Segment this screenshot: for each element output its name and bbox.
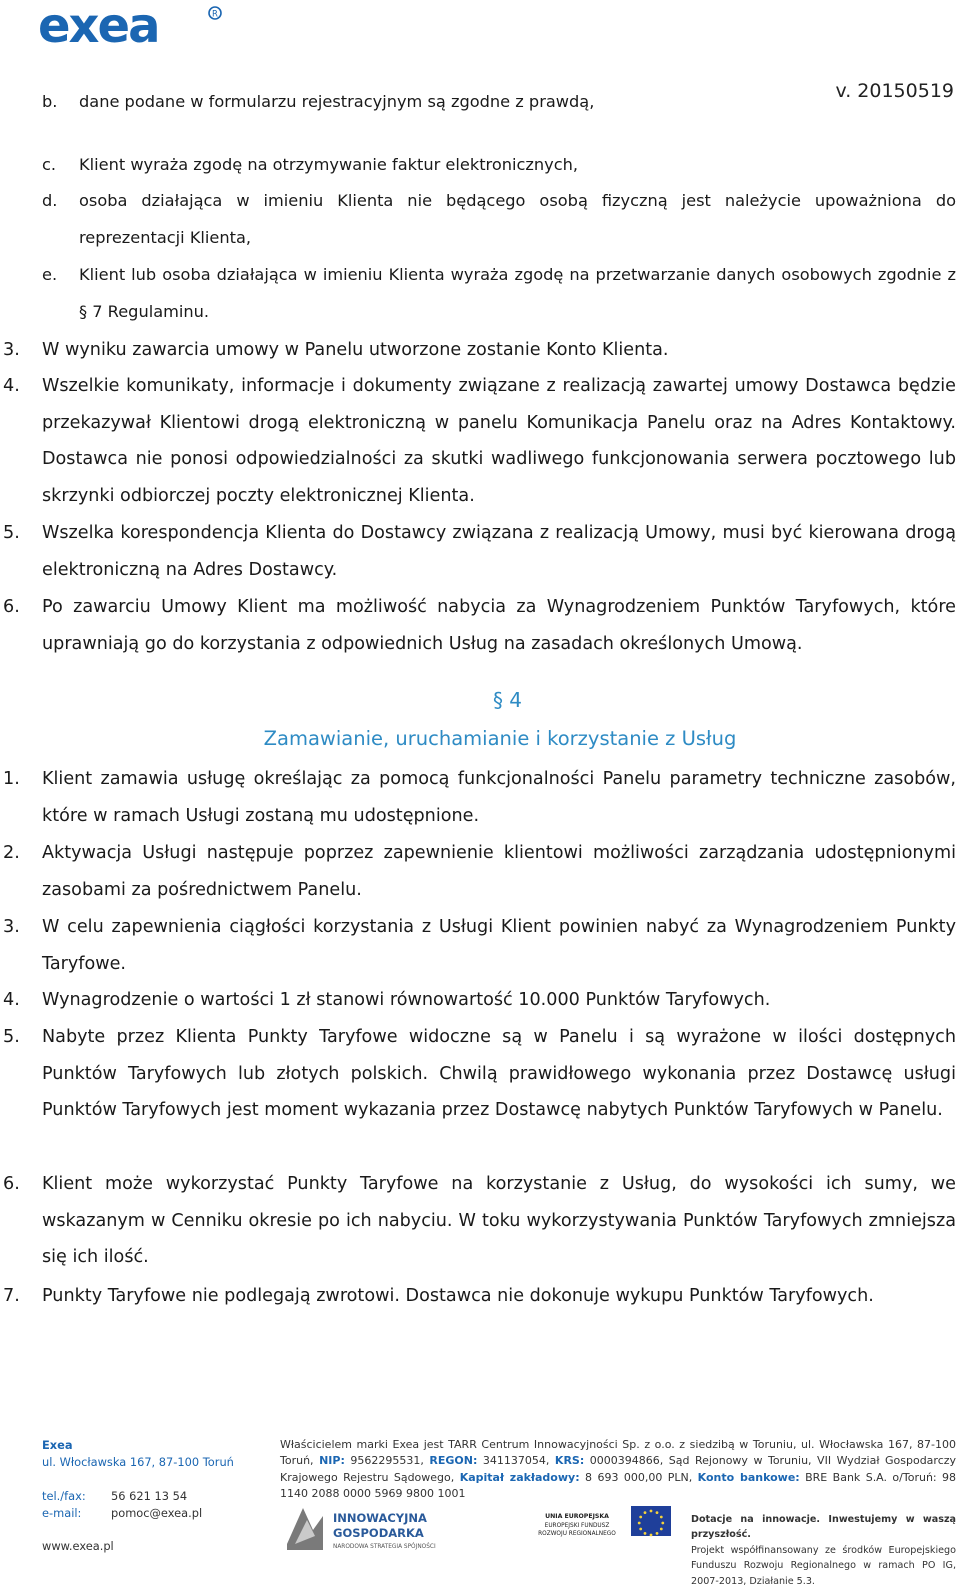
list-item-number: 6. — [3, 1174, 20, 1194]
list-item-number: 6. — [3, 597, 20, 617]
list-item — [0, 368, 956, 514]
list-item-text: dane podane w formularzu rejestracyjnym są zgodne z prawdą, — [79, 92, 595, 111]
footer-project-note — [691, 1512, 956, 1589]
footer-company — [42, 1437, 262, 1471]
list-item-number: 4. — [3, 990, 20, 1010]
list-item — [0, 589, 956, 662]
list-item-text: Klient zamawia usługę określając za pomocą funkcjonalności Panelu parametry techniczne zasobów, które w ramach Usługi zostaną mu udostępnione. — [42, 769, 956, 826]
list-item-text: Aktywacja Usługi następuje poprzez zapewnienie klientowi możliwości zarządzania udostępnionymi zasobami za pośrednictwem Panelu. — [42, 843, 956, 900]
footer-krs: 0000394866, Sąd Rejonowy w Toruniu, VII Wydział Gospodarczy Krajowego Rejestru Sądowego, — [280, 1454, 957, 1484]
list-item-text: Wszelka korespondencja Klienta do Dostawcy związana z realizacją Umowy, musi być kierowana drogą elektroniczną na Adres Dostawcy. — [42, 523, 956, 580]
innowacyjna-gospodarka-logo — [283, 1500, 443, 1554]
footer-email-link[interactable]: pomoc@exea.pl — [111, 1506, 203, 1520]
logo-text: exea — [38, 2, 159, 48]
footer-legal — [280, 1437, 956, 1503]
list-item-number: 1. — [3, 769, 20, 789]
footer-nip: 9562295531, — [350, 1454, 424, 1468]
footer-krs-label: KRS: — [554, 1454, 585, 1468]
footer-address: ul. Włocławska 167, 87-100 Toruń — [42, 1455, 234, 1469]
logo2-line2: EUROPEJSKI FUNDUSZ — [544, 1523, 610, 1529]
list-item-text: Wszelkie komunikaty, informacje i dokumenty związane z realizacją zawartej umowy Dostawca będzie przekazywał Klientowi drogą elektroniczną w panelu Komunikacja Panelu oraz na Adres Kontaktowy. Dostawca nie ponosi odpowiedzialności za skutki wadliwego funkcjonowania serwera pocztowego lub skrzynki odbiorczej poczty elektronicznej Klienta. — [42, 376, 956, 506]
list-item — [0, 909, 956, 982]
footer-bank: BRE Bank S.A. o/Toruń: 98 1140 2088 0000 5969 9800 1001 — [280, 1470, 957, 1501]
logo1-line3: NARODOWA STRATEGIA SPÓJNOŚCI — [333, 1544, 436, 1550]
footer-nip-label: NIP: — [319, 1454, 345, 1468]
logo1-line1: INNOWACYJNA — [333, 1511, 427, 1525]
list-item-number: c. — [42, 155, 57, 174]
list-item-text: Klient może wykorzystać Punkty Taryfowe na korzystanie z Usług, do wysokości ich sumy, we wskazanym w Cenniku okresie po ich nabyciu. W toku wykorzystywania Punktów Taryfowych zmniejsza się ich ilość. — [42, 1174, 956, 1268]
section-number: § 4 — [492, 688, 523, 712]
logo1-line2: GOSPODARKA — [333, 1526, 424, 1540]
list-item-number: 5. — [3, 1027, 20, 1047]
list-item-text: Klient wyraża zgodę na otrzymywanie faktur elektronicznych, — [79, 155, 579, 174]
footer-website-link[interactable]: www.exea.pl — [42, 1539, 114, 1553]
list-item — [0, 761, 956, 834]
list-item-text: Wynagrodzenie o wartości 1 zł stanowi równowartość 10.000 Punktów Taryfowych. — [42, 990, 771, 1010]
list-item-number: 2. — [3, 843, 20, 863]
list-item-text: Punkty Taryfowe nie podlegają zwrotowi. Dostawca nie dokonuje wykupu Punktów Taryfowych. — [42, 1286, 874, 1306]
list-item — [0, 84, 956, 121]
footer-email-label: e-mail: — [42, 1506, 82, 1520]
footer-bank-label: Konto bankowe: — [697, 1470, 800, 1484]
list-item — [0, 257, 956, 330]
list-item-number: 4. — [3, 376, 20, 396]
list-item — [0, 835, 956, 908]
list-item — [0, 183, 956, 256]
list-item-number: 3. — [3, 917, 20, 937]
list-item-number: b. — [42, 92, 58, 111]
list-item — [0, 332, 956, 369]
footer-contact — [42, 1488, 202, 1555]
svg-text:R: R — [212, 9, 218, 20]
list-item-text: Klient lub osoba działająca w imieniu Klienta wyraża zgodę na przetwarzanie danych osobowych zgodnie z § 7 Regulaminu. — [79, 265, 956, 321]
logo2-line3: ROZWOJU REGIONALNEGO — [538, 1531, 616, 1537]
list-item-number: d. — [42, 191, 58, 210]
footer-company-name: Exea — [42, 1438, 73, 1452]
list-item-text: W wyniku zawarcia umowy w Panelu utworzone zostanie Konto Klienta. — [42, 340, 669, 360]
footer-phone: 56 621 13 54 — [111, 1489, 188, 1503]
list-item-text: W celu zapewnienia ciągłości korzystania z Usługi Klient powinien nabyć za Wynagrodzeniem Punkty Taryfowe. — [42, 917, 956, 974]
section-title: Zamawianie, uruchamianie i korzystanie z Usług — [263, 727, 737, 750]
footer-regon: 341137054, — [482, 1454, 550, 1468]
footer-capital: 8 693 000,00 PLN, — [585, 1470, 693, 1484]
exea-logo — [38, 2, 238, 52]
list-item — [0, 982, 956, 1019]
list-item-text: osoba działająca w imieniu Klienta nie będącego osobą fizyczną jest należycie upoważniona do reprezentacji Klienta, — [79, 191, 956, 247]
list-item-text: Po zawarciu Umowy Klient ma możliwość nabycia za Wynagrodzeniem Punktów Taryfowych, które uprawniają go do korzystania z odpowiednich Usług na zasadach określonych Umową. — [42, 597, 956, 654]
eu-logo — [537, 1500, 677, 1554]
list-item — [0, 515, 956, 588]
footer-capital-label: Kapitał zakładowy: — [459, 1470, 580, 1484]
list-item-number: 7. — [3, 1286, 20, 1306]
list-item-number: 3. — [3, 340, 20, 360]
footer-regon-label: REGON: — [429, 1454, 478, 1468]
document-version: v. 20150519 — [835, 80, 954, 102]
list-item-number: e. — [42, 265, 58, 284]
logo2-line1: UNIA EUROPEJSKA — [545, 1513, 609, 1520]
footer-motto: Dotacje na innowacje. Inwestujemy w waszą przyszłość. — [691, 1514, 956, 1541]
footer-phone-label: tel./fax: — [42, 1489, 86, 1503]
list-item — [0, 1019, 956, 1129]
list-item — [0, 1166, 956, 1276]
list-item — [0, 147, 956, 184]
footer-project: Projekt współfinansowany ze środków Europejskiego Funduszu Rozwoju Regionalnego w ramach PO IG, 2007-2013, Działanie 5.3. — [691, 1544, 956, 1587]
list-item-text: Nabyte przez Klienta Punkty Taryfowe widoczne są w Panelu i są wyrażone w ilości dostępnych Punktów Taryfowych lub złotych polskich. Chwilą prawidłowego wykonania przez Dostawcę usługi Punktów Taryfowych jest moment wykazania przez Dostawcę nabytych Punktów Taryfowych w Panelu. — [42, 1027, 956, 1121]
list-item-number: 5. — [3, 523, 20, 543]
footer-legal-owner: Właścicielem marki Exea jest TARR Centrum Innowacyjności Sp. z o.o. z siedzibą w Toruniu, ul. Włocławska 167, 87-100 Toruń, — [280, 1438, 956, 1468]
list-item — [0, 1278, 956, 1315]
